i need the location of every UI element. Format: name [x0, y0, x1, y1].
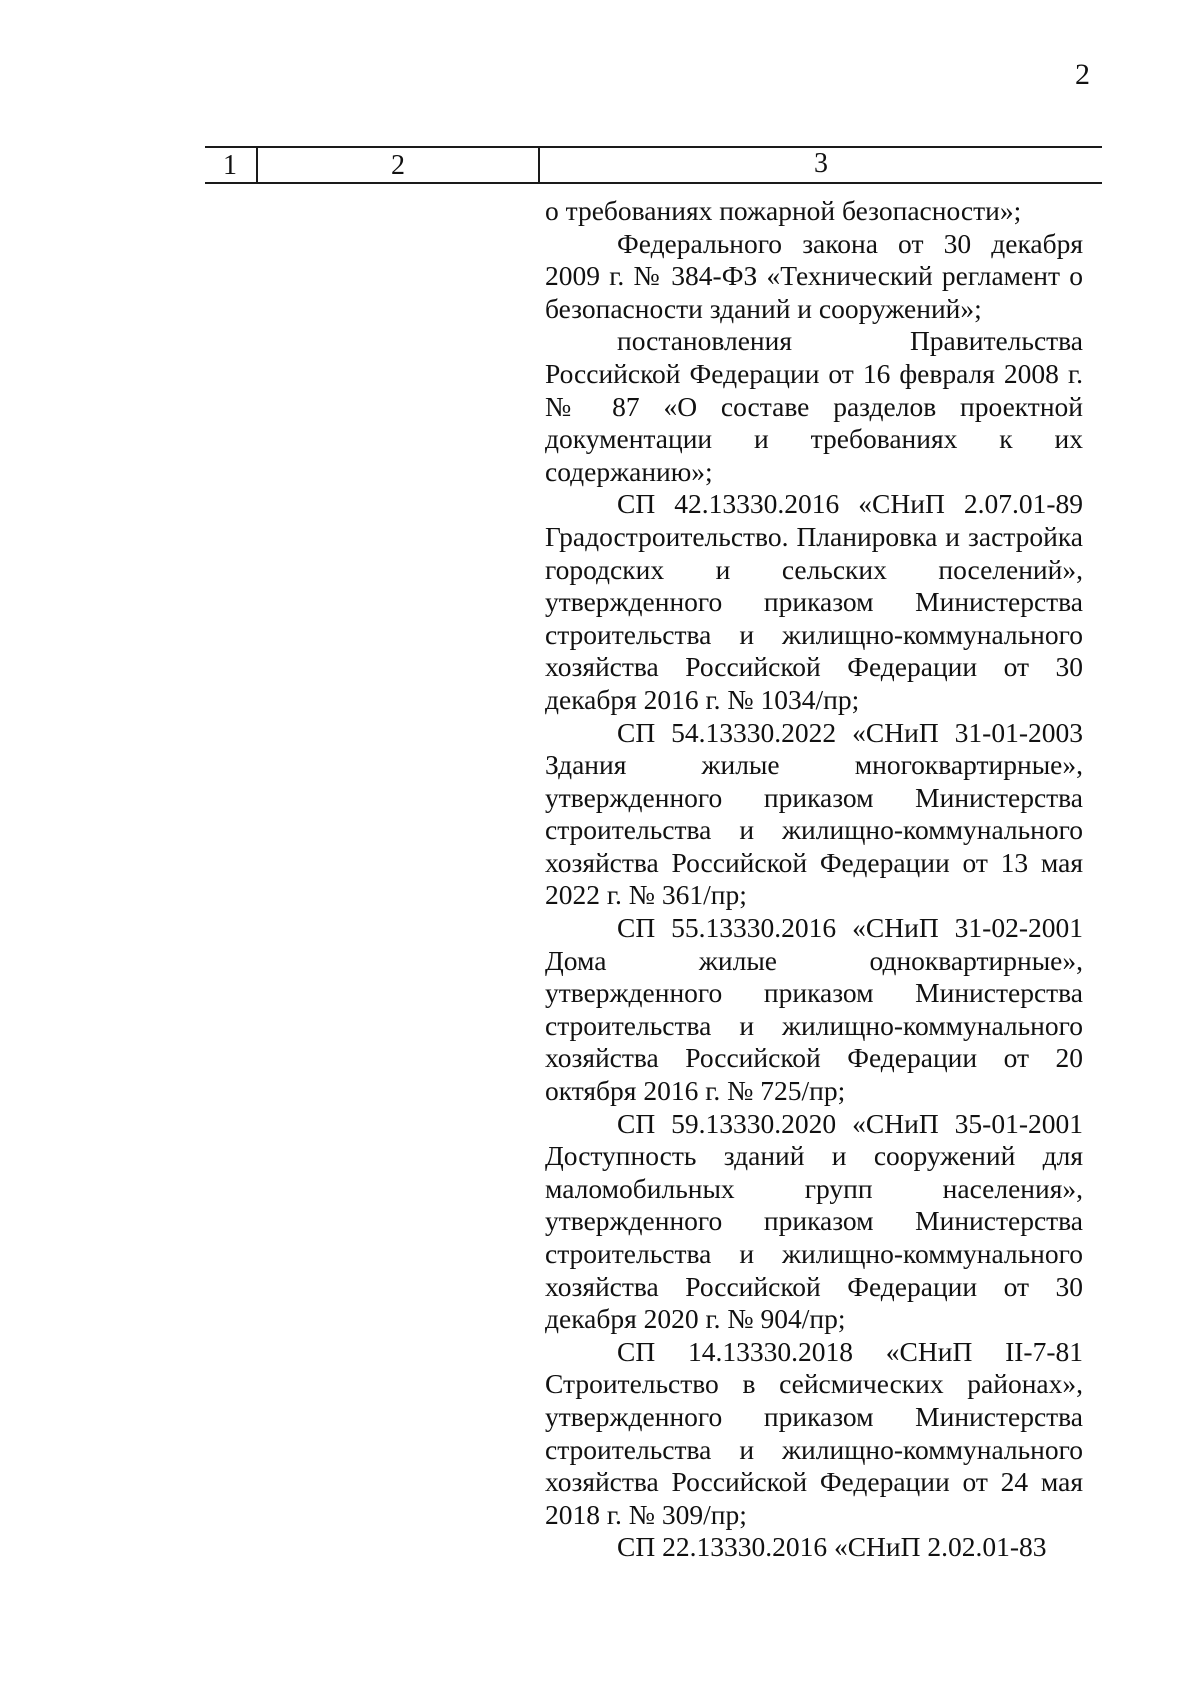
column-header-3: 3	[814, 148, 828, 179]
paragraph: о требованиях пожарной безопасности»;	[545, 195, 1022, 226]
paragraph: Федерального закона от 30 декабря 2009 г. № 384-ФЗ «Технический регламент о безопасности зданий и сооружений»;	[545, 227, 1083, 324]
table-top-border	[205, 146, 1102, 148]
paragraph: СП 22.13330.2016 «СНиП 2.02.01-83	[617, 1531, 1047, 1563]
column-header-2: 2	[391, 150, 405, 181]
paragraph: СП 55.13330.2016 «СНиП 31-02-2001 Дома жилые одноквартирные», утвержденного приказом Министерства строительства и жилищно-коммунального хозяйства Российской Федерации от 20 октября 2016 г. № 725/пр;	[545, 912, 1083, 1107]
paragraph: СП 42.13330.2016 «СНиП 2.07.01-89 Градостроительство. Планировка и застройка городских и сельских поселений», утвержденного приказом Министерства строительства и жилищно-коммунального хозяйства Российской Федерации от 30 декабря 2016 г. № 1034/пр;	[545, 488, 1083, 715]
paragraph: СП 14.13330.2018 «СНиП II-7-81 Строительство в сейсмических районах», утвержденного приказом Министерства строительства и жилищно-коммунального хозяйства Российской Федерации от 24 мая 2018 г. № 309/пр;	[545, 1335, 1083, 1530]
paragraph: СП 59.13330.2020 «СНиП 35-01-2001 Доступность зданий и сооружений для маломобильных групп населения», утвержденного приказом Министерства строительства и жилищно-коммунального хозяйства Российской Федерации от 30 декабря 2020 г. № 904/пр;	[545, 1107, 1083, 1335]
paragraph: СП 54.13330.2022 «СНиП 31-01-2003 Здания жилые многоквартирные», утвержденного приказом Министерства строительства и жилищно-коммунального хозяйства Российской Федерации от 13 мая 2022 г. № 361/пр;	[545, 716, 1083, 911]
column-header-1: 1	[223, 150, 237, 181]
document-body	[545, 195, 1083, 1564]
paragraph: постановления Правительства Российской Федерации от 16 февраля 2008 г. № 87 «О составе разделов проектной документации и требованиях к их содержанию»;	[545, 325, 1083, 487]
page-number: 2	[1075, 58, 1090, 91]
table-bottom-border	[205, 182, 1102, 184]
